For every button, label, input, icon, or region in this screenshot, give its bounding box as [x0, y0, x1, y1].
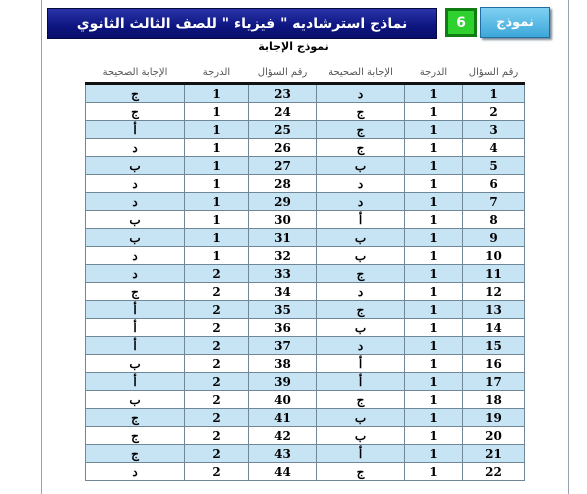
score-cell: 1 — [405, 247, 463, 265]
score-cell: 1 — [405, 337, 463, 355]
score-cell: 1 — [185, 247, 249, 265]
score-cell: 1 — [405, 283, 463, 301]
table-row — [86, 175, 525, 193]
question-number-cell: 31 — [249, 229, 317, 247]
question-number-cell: 30 — [249, 211, 317, 229]
question-number-cell: 2 — [463, 103, 525, 121]
answer-table — [85, 63, 525, 481]
score-cell: 1 — [405, 445, 463, 463]
question-number-cell: 37 — [249, 337, 317, 355]
question-number-cell: 29 — [249, 193, 317, 211]
question-number-cell: 41 — [249, 409, 317, 427]
header-correct-answer: الإجابة الصحيحة — [317, 63, 405, 84]
answer-cell: ب — [317, 409, 405, 427]
answer-cell: ج — [86, 445, 185, 463]
question-number-cell: 18 — [463, 391, 525, 409]
answer-cell: د — [86, 463, 185, 481]
answer-cell: ب — [86, 355, 185, 373]
header-score-2: الدرجة — [185, 63, 249, 84]
table-row — [86, 445, 525, 463]
score-cell: 1 — [185, 193, 249, 211]
question-number-cell: 9 — [463, 229, 525, 247]
answer-cell: ج — [317, 103, 405, 121]
answer-cell: د — [317, 283, 405, 301]
question-number-cell: 25 — [249, 121, 317, 139]
score-cell: 1 — [405, 409, 463, 427]
question-number-cell: 40 — [249, 391, 317, 409]
question-number-cell: 8 — [463, 211, 525, 229]
question-number-cell: 11 — [463, 265, 525, 283]
score-cell: 2 — [185, 283, 249, 301]
question-number-cell: 36 — [249, 319, 317, 337]
answer-key-subtitle: نموذج الإجابة — [258, 40, 329, 53]
score-cell: 1 — [405, 301, 463, 319]
question-number-cell: 34 — [249, 283, 317, 301]
answer-cell: ب — [86, 211, 185, 229]
question-number-cell: 4 — [463, 139, 525, 157]
answer-cell: ب — [86, 391, 185, 409]
answer-cell: أ — [86, 121, 185, 139]
answer-cell: ج — [317, 391, 405, 409]
score-cell: 2 — [185, 265, 249, 283]
score-cell: 2 — [185, 427, 249, 445]
answer-cell: ب — [317, 247, 405, 265]
question-number-cell: 27 — [249, 157, 317, 175]
score-cell: 1 — [185, 229, 249, 247]
answer-cell: د — [86, 175, 185, 193]
answer-cell: ج — [317, 301, 405, 319]
table-row — [86, 463, 525, 481]
table-row — [86, 409, 525, 427]
score-cell: 2 — [185, 409, 249, 427]
score-cell: 1 — [405, 103, 463, 121]
table-body — [86, 84, 525, 481]
table-row — [86, 391, 525, 409]
answer-cell: د — [317, 193, 405, 211]
table-header-row — [86, 63, 525, 84]
question-number-cell: 33 — [249, 265, 317, 283]
score-cell: 1 — [185, 121, 249, 139]
question-number-cell: 3 — [463, 121, 525, 139]
answer-cell: ج — [317, 121, 405, 139]
answer-cell: ج — [86, 409, 185, 427]
score-cell: 1 — [405, 175, 463, 193]
model-button-label: نموذج — [496, 15, 534, 30]
answer-cell: ج — [86, 103, 185, 121]
table-row — [86, 84, 525, 103]
answer-cell: ج — [86, 283, 185, 301]
score-cell: 1 — [405, 84, 463, 103]
header-question-number: رقم السؤال — [463, 63, 525, 84]
table-row — [86, 247, 525, 265]
answer-cell: ج — [86, 427, 185, 445]
table-row — [86, 319, 525, 337]
score-cell: 1 — [405, 139, 463, 157]
score-cell: 1 — [185, 157, 249, 175]
header-score: الدرجة — [405, 63, 463, 84]
question-number-cell: 43 — [249, 445, 317, 463]
page-title — [47, 8, 437, 39]
answer-cell: ج — [317, 139, 405, 157]
table-row — [86, 103, 525, 121]
score-cell: 2 — [185, 319, 249, 337]
score-cell: 1 — [185, 175, 249, 193]
header-correct-answer-2: الإجابة الصحيحة — [86, 63, 185, 84]
table-row — [86, 283, 525, 301]
table-row — [86, 157, 525, 175]
question-number-cell: 17 — [463, 373, 525, 391]
answer-cell: أ — [317, 211, 405, 229]
question-number-cell: 32 — [249, 247, 317, 265]
score-cell: 1 — [405, 211, 463, 229]
page-title-text: نماذج استرشاديه " فيزياء " للصف الثالث الثانوي — [76, 15, 408, 32]
question-number-cell: 1 — [463, 84, 525, 103]
question-number-cell: 16 — [463, 355, 525, 373]
answer-cell: ج — [317, 463, 405, 481]
answer-cell: ج — [86, 84, 185, 103]
model-number-badge — [445, 8, 477, 37]
table-row — [86, 355, 525, 373]
answer-cell: د — [86, 193, 185, 211]
answer-cell: د — [86, 247, 185, 265]
answer-cell: ب — [317, 427, 405, 445]
question-number-cell: 39 — [249, 373, 317, 391]
question-number-cell: 23 — [249, 84, 317, 103]
question-number-cell: 10 — [463, 247, 525, 265]
score-cell: 1 — [405, 427, 463, 445]
score-cell: 1 — [405, 157, 463, 175]
question-number-cell: 44 — [249, 463, 317, 481]
answer-cell: د — [317, 84, 405, 103]
answer-cell: أ — [317, 445, 405, 463]
question-number-cell: 28 — [249, 175, 317, 193]
model-button[interactable] — [480, 7, 550, 38]
score-cell: 1 — [405, 355, 463, 373]
score-cell: 2 — [185, 337, 249, 355]
answer-cell: ب — [317, 229, 405, 247]
question-number-cell: 14 — [463, 319, 525, 337]
score-cell: 1 — [405, 391, 463, 409]
question-number-cell: 35 — [249, 301, 317, 319]
header-question-number-2: رقم السؤال — [249, 63, 317, 84]
table-row — [86, 229, 525, 247]
score-cell: 2 — [185, 355, 249, 373]
answer-cell: أ — [86, 373, 185, 391]
table-row — [86, 211, 525, 229]
question-number-cell: 7 — [463, 193, 525, 211]
score-cell: 2 — [185, 391, 249, 409]
question-number-cell: 42 — [249, 427, 317, 445]
question-number-cell: 24 — [249, 103, 317, 121]
score-cell: 1 — [405, 229, 463, 247]
question-number-cell: 20 — [463, 427, 525, 445]
question-number-cell: 6 — [463, 175, 525, 193]
question-number-cell: 38 — [249, 355, 317, 373]
answer-cell: د — [86, 139, 185, 157]
table-row — [86, 121, 525, 139]
table-row — [86, 337, 525, 355]
score-cell: 1 — [185, 211, 249, 229]
question-number-cell: 26 — [249, 139, 317, 157]
answer-cell: د — [86, 265, 185, 283]
answer-cell: ب — [86, 157, 185, 175]
table-row — [86, 301, 525, 319]
table-row — [86, 427, 525, 445]
answer-cell: د — [317, 337, 405, 355]
question-number-cell: 15 — [463, 337, 525, 355]
answer-cell: ج — [317, 265, 405, 283]
score-cell: 2 — [185, 301, 249, 319]
question-number-cell: 19 — [463, 409, 525, 427]
score-cell: 1 — [185, 103, 249, 121]
table-row — [86, 139, 525, 157]
score-cell: 2 — [185, 463, 249, 481]
score-cell: 1 — [185, 84, 249, 103]
answer-cell: أ — [86, 337, 185, 355]
question-number-cell: 13 — [463, 301, 525, 319]
question-number-cell: 21 — [463, 445, 525, 463]
question-number-cell: 12 — [463, 283, 525, 301]
question-number-cell: 5 — [463, 157, 525, 175]
answer-cell: د — [317, 175, 405, 193]
question-number-cell: 22 — [463, 463, 525, 481]
score-cell: 1 — [405, 265, 463, 283]
score-cell: 1 — [405, 121, 463, 139]
table-row — [86, 265, 525, 283]
answer-cell: أ — [317, 355, 405, 373]
table-row — [86, 193, 525, 211]
answer-cell: ب — [86, 229, 185, 247]
score-cell: 1 — [405, 463, 463, 481]
score-cell: 1 — [405, 373, 463, 391]
score-cell: 2 — [185, 445, 249, 463]
table-row — [86, 373, 525, 391]
answer-cell: أ — [317, 373, 405, 391]
score-cell: 1 — [405, 193, 463, 211]
model-number-text: 6 — [456, 14, 466, 31]
answer-cell: ب — [317, 157, 405, 175]
score-cell: 1 — [405, 319, 463, 337]
score-cell: 1 — [185, 139, 249, 157]
score-cell: 2 — [185, 373, 249, 391]
answer-cell: أ — [86, 301, 185, 319]
answer-cell: أ — [86, 319, 185, 337]
answer-cell: ب — [317, 319, 405, 337]
